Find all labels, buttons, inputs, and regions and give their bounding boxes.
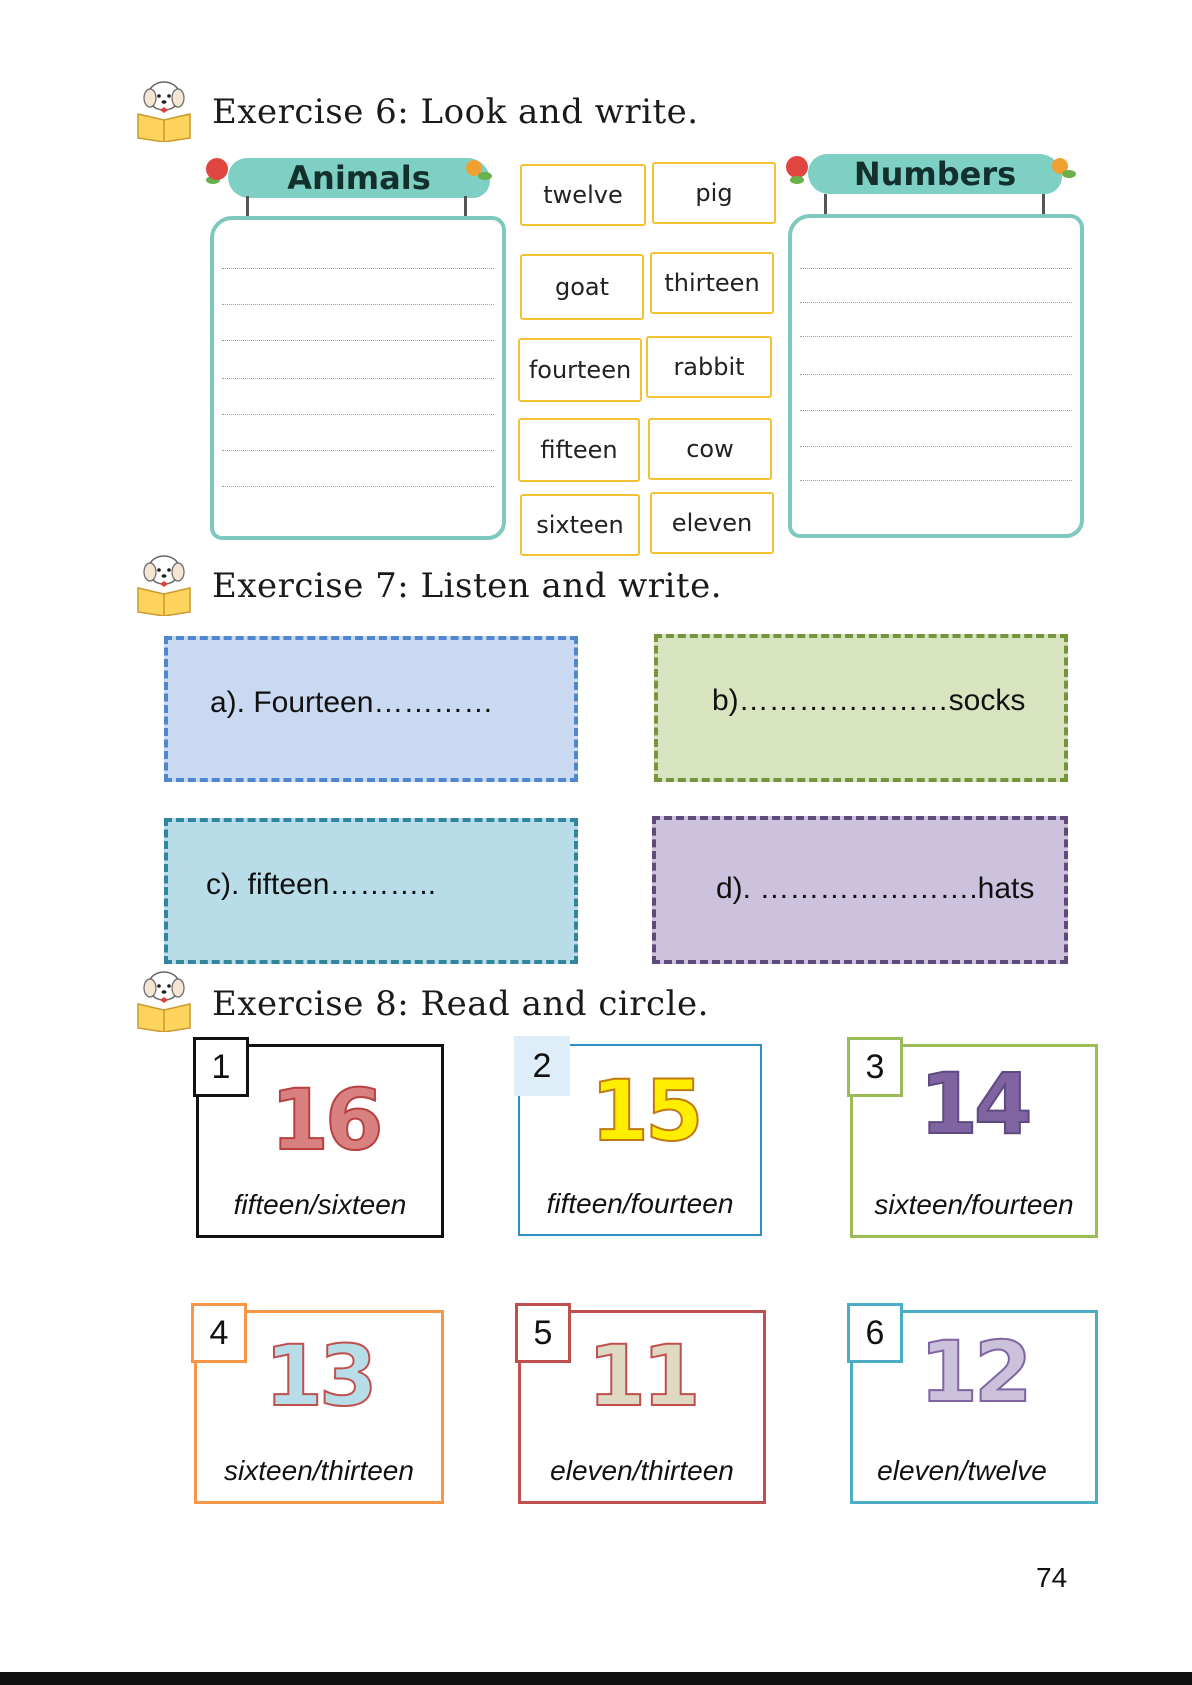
page-number: 74	[1036, 1562, 1068, 1593]
word-card: rabbit	[646, 336, 772, 398]
leaf-icon	[478, 172, 492, 180]
card-options[interactable]: eleven/thirteen	[550, 1455, 734, 1486]
flower-icon	[786, 156, 808, 178]
numbers-banner: Numbers	[808, 154, 1062, 194]
card-options[interactable]: eleven/twelve	[877, 1455, 1047, 1486]
exercise-6-title: Exercise 6: Look and write.	[212, 92, 699, 132]
card-number: 4	[191, 1303, 247, 1363]
listen-box-c[interactable]	[164, 818, 578, 964]
card-number: 2	[514, 1036, 570, 1096]
card-options[interactable]: fifteen/sixteen	[233, 1189, 407, 1220]
number-card-3[interactable]	[850, 1044, 1098, 1238]
card-options[interactable]: sixteen/fourteen	[874, 1189, 1074, 1220]
number-card-2[interactable]	[518, 1044, 762, 1236]
word-card: cow	[648, 418, 772, 480]
listen-text-a: a). Fourteen…………	[210, 686, 494, 719]
flower-icon	[206, 158, 228, 180]
listen-box-b[interactable]	[654, 634, 1068, 782]
leaf-icon	[790, 176, 804, 184]
reading-dog-icon	[132, 550, 196, 616]
exercise-8-title: Exercise 8: Read and circle.	[212, 984, 709, 1024]
number-card-4[interactable]	[194, 1310, 444, 1504]
listen-text-b: b)…………………socks	[712, 684, 1026, 717]
leaf-icon	[1062, 170, 1076, 178]
card-big-number: 14	[919, 1055, 1029, 1153]
card-number: 5	[515, 1303, 571, 1363]
word-card: pig	[652, 162, 776, 224]
card-big-number: 12	[919, 1323, 1029, 1421]
bottom-border	[0, 1672, 1192, 1685]
listen-text-c: c). fifteen………..	[206, 868, 437, 901]
card-big-number: 16	[270, 1071, 380, 1169]
card-big-number: 11	[587, 1327, 697, 1425]
animals-banner: Animals	[228, 158, 490, 198]
number-card-1[interactable]	[196, 1044, 444, 1238]
card-options[interactable]: fifteen/fourteen	[546, 1188, 734, 1219]
word-card: eleven	[650, 492, 774, 554]
word-card: sixteen	[520, 494, 640, 556]
listen-text-d: d). ………………….hats	[716, 872, 1035, 905]
number-card-6[interactable]	[850, 1310, 1098, 1504]
card-number: 6	[847, 1303, 903, 1363]
word-card: fifteen	[518, 418, 640, 482]
card-big-number: 13	[264, 1327, 374, 1425]
animals-writing-board[interactable]	[210, 216, 506, 540]
number-card-5[interactable]	[518, 1310, 766, 1504]
reading-dog-icon	[132, 966, 196, 1032]
word-card: fourteen	[518, 338, 642, 402]
reading-dog-icon	[132, 76, 196, 142]
exercise-7-title: Exercise 7: Listen and write.	[212, 566, 723, 606]
card-number: 3	[847, 1037, 903, 1097]
word-card: goat	[520, 254, 644, 320]
listen-box-d[interactable]	[652, 816, 1068, 964]
card-number: 1	[193, 1037, 249, 1097]
listen-box-a[interactable]	[164, 636, 578, 782]
word-card: twelve	[520, 164, 646, 226]
word-card: thirteen	[650, 252, 774, 314]
card-big-number: 15	[590, 1062, 700, 1160]
numbers-writing-board[interactable]	[788, 214, 1084, 538]
card-options[interactable]: sixteen/thirteen	[224, 1455, 414, 1486]
